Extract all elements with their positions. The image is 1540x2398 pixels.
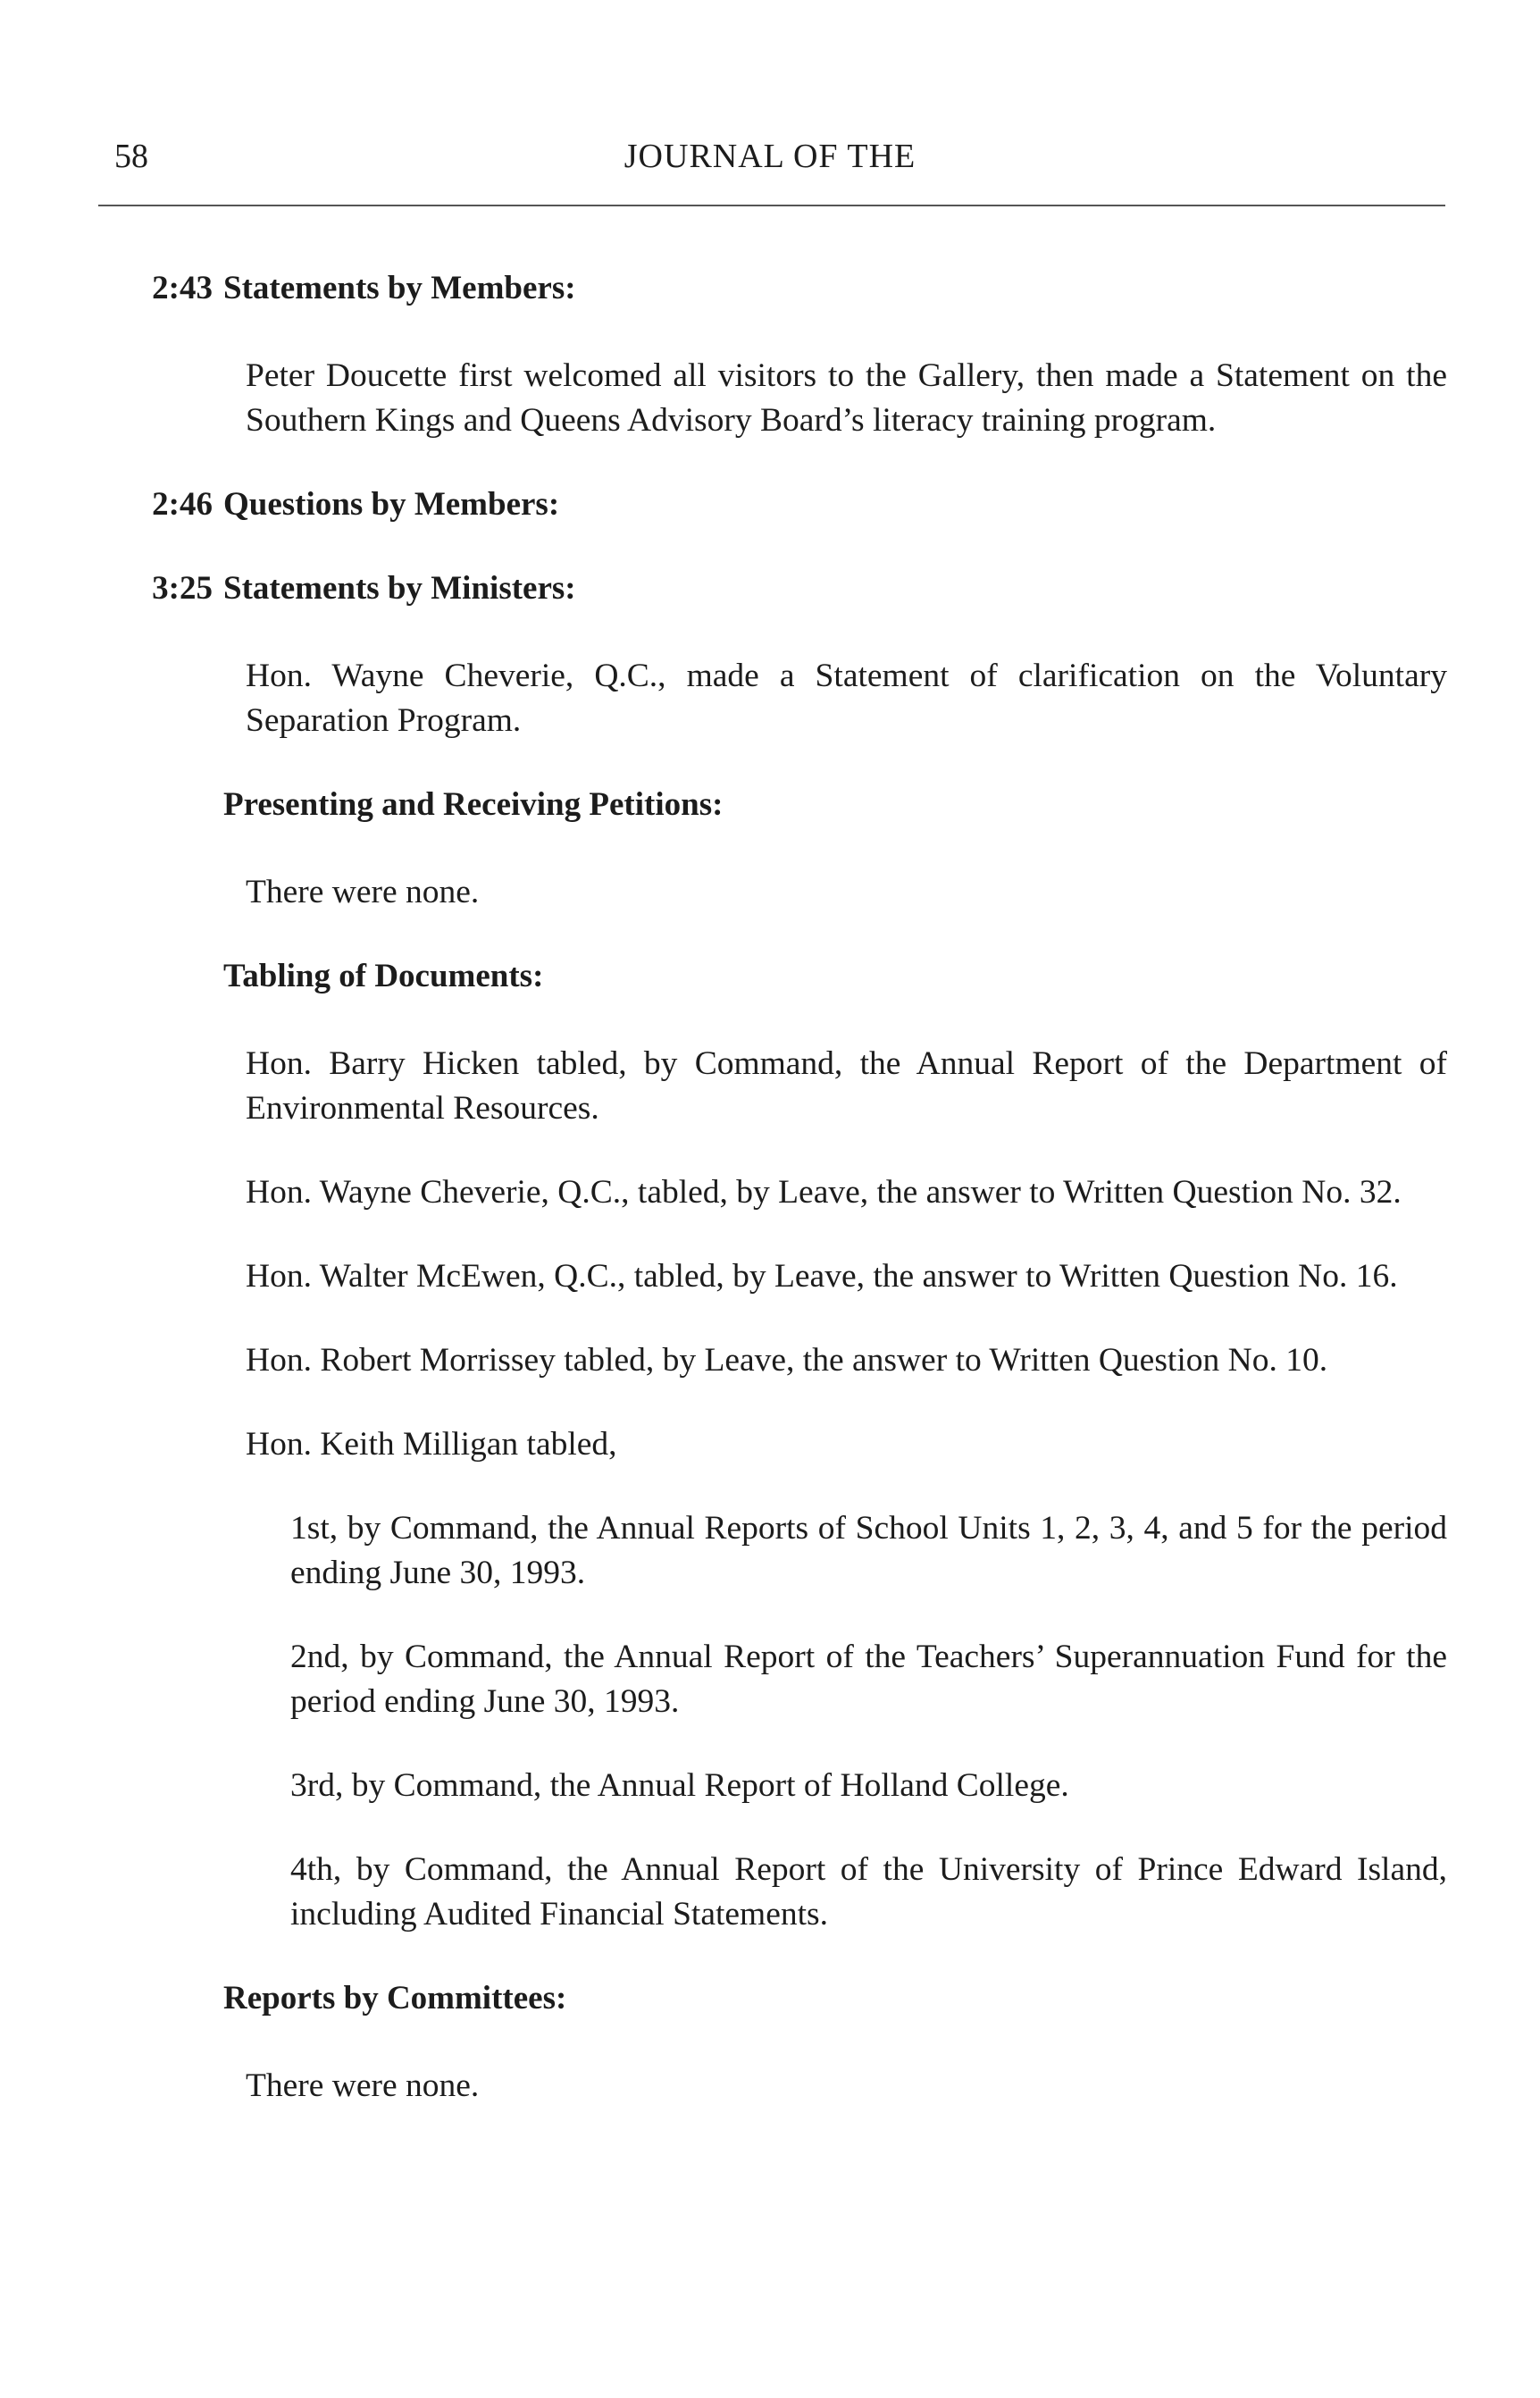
entry-paragraph: Hon. Wayne Cheverie, Q.C., made a Statement of clarification on the Voluntary Separation Program. — [246, 658, 1447, 739]
entry-heading: Statements by Members: — [223, 270, 576, 306]
entry-reports-by-committees — [223, 1976, 1447, 2109]
tabled-item: 2nd, by Command, the Annual Report of the Teachers’ Superannuation Fund for the period ending June 30, 1993. — [290, 1639, 1447, 1720]
entry-heading: Tabling of Documents: — [223, 958, 544, 994]
entry-questions-by-members — [152, 482, 1447, 527]
entry-heading: Reports by Committees: — [223, 1980, 567, 2016]
entry-time: 2:46 — [152, 486, 213, 523]
tabled-item: 1st, by Command, the Annual Reports of School Units 1, 2, 3, 4, and 5 for the period ending June 30, 1993. — [290, 1510, 1447, 1591]
tabled-item: 4th, by Command, the Annual Report of the University of Prince Edward Island, including Audited Financial Statements. — [290, 1851, 1447, 1933]
entry-time: 3:25 — [152, 570, 213, 607]
running-head — [0, 134, 1540, 188]
entry-paragraph: Hon. Robert Morrissey tabled, by Leave, the answer to Written Question No. 10. — [246, 1342, 1328, 1379]
entry-paragraph: Hon. Wayne Cheverie, Q.C., tabled, by Leave, the answer to Written Question No. 32. — [246, 1174, 1402, 1211]
entry-paragraph: Hon. Keith Milligan tabled, — [246, 1426, 617, 1463]
journal-content — [0, 266, 1540, 2109]
entry-paragraph: Hon. Walter McEwen, Q.C., tabled, by Leave, the answer to Written Question No. 16. — [246, 1258, 1398, 1295]
entry-heading: Questions by Members: — [223, 486, 560, 523]
entry-paragraph: There were none. — [246, 874, 480, 910]
entry-statements-by-members — [152, 266, 1447, 443]
entry-petitions — [223, 783, 1447, 915]
entry-heading: Presenting and Receiving Petitions: — [223, 786, 724, 823]
journal-title: JOURNAL OF THE — [624, 138, 916, 175]
entry-paragraph: Hon. Barry Hicken tabled, by Command, the Annual Report of the Department of Environmental Resources. — [246, 1045, 1447, 1127]
entry-tabling-of-documents — [223, 954, 1447, 1937]
entry-paragraph: Peter Doucette first welcomed all visitors to the Gallery, then made a Statement on the Southern Kings and Queens Advisory Board’s literacy training program. — [246, 357, 1447, 439]
entry-heading: Statements by Ministers: — [223, 570, 576, 607]
entry-time: 2:43 — [152, 270, 213, 306]
tabled-item: 3rd, by Command, the Annual Report of Holland College. — [290, 1767, 1069, 1804]
page-number: 58 — [114, 138, 148, 175]
entry-paragraph: There were none. — [246, 2067, 480, 2104]
entry-statements-by-ministers — [152, 566, 1447, 743]
header-rule — [98, 205, 1445, 206]
